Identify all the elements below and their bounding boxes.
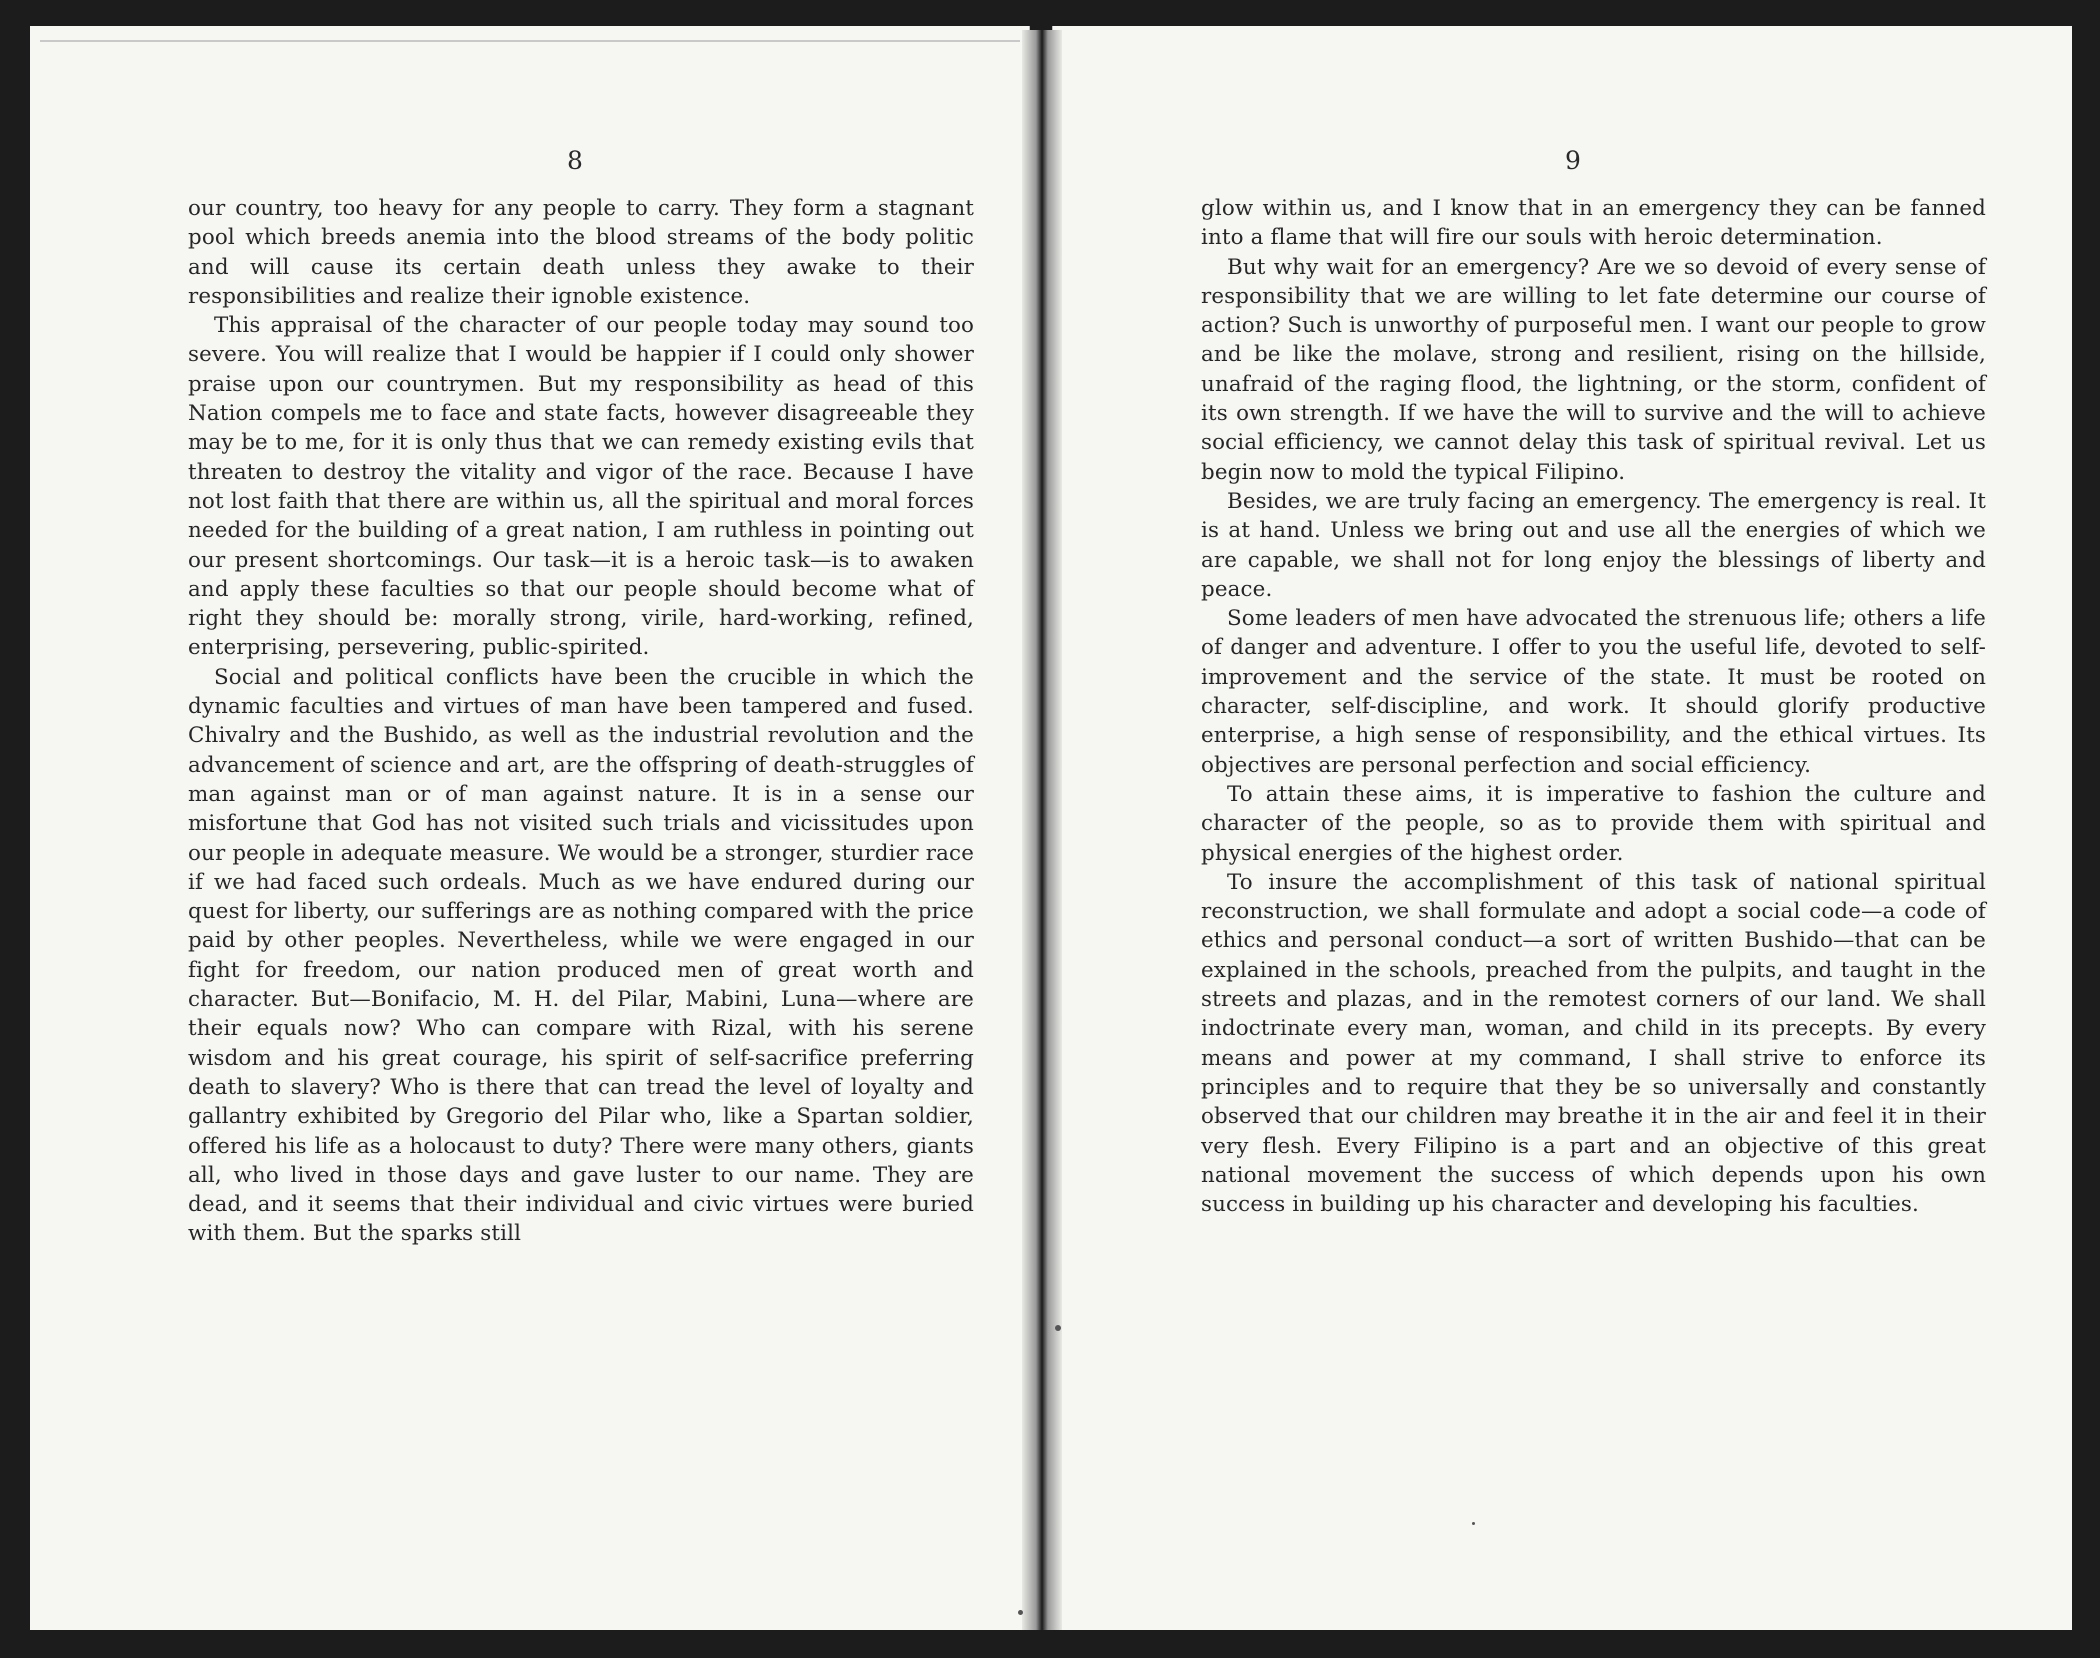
paragraph: our country, too heavy for any people to carry. They form a stagnant pool which breeds anemia into the blood streams of the body politic and will cause its certain death unless they awake to their responsibilities and realize their ignoble existence. xyxy=(188,196,974,309)
paragraph: Besides, we are truly facing an emergency. The emergency is real. It is at hand. Unless we bring out and use all the energies of which we are capable, we shall not for long enjoy the blessings of liberty and peace. xyxy=(1201,488,1986,602)
top-edge-line xyxy=(40,40,1020,42)
paragraph: But why wait for an emergency? Are we so devoid of every sense of responsibility that we are willing to let fate determine our course of action? Such is unworthy of purposeful men. I want our people to grow and be like the molave, strong and resilient, rising on the hillside, unafraid of the raging flood, the lightning, or the storm, confident of its own strength. If we have the will to survive and the will to achieve social efficiency, we cannot delay this task of spiritual revival. Let us begin now to mold the typical Filipino. xyxy=(1201,254,1986,485)
scan-speck xyxy=(1055,1325,1061,1331)
page-number-left: 8 xyxy=(567,146,583,175)
paragraph: Some leaders of men have advocated the strenuous life; others a life of danger and adventure. I offer to you the useful life, devoted to self-improvement and the service of the state. It must be rooted on character, self-discipline, and work. It should glorify productive enterprise, a high sense of responsibility, and the ethical virtues. Its objectives are personal perfection and social efficiency. xyxy=(1201,606,1986,778)
right-page xyxy=(1052,26,2072,1630)
left-page-text xyxy=(188,194,974,1249)
book-spine-gutter xyxy=(1022,30,1062,1630)
right-page-text xyxy=(1201,194,1986,1219)
paragraph: This appraisal of the character of our people today may sound too severe. You will realize that I would be happier if I could only shower praise upon our countrymen. But my responsibility as head of this Nation compels me to face and state facts, however disagreeable they may be to me, for it is only thus that we can remedy existing evils that threaten to destroy the vitality and vigor of the race. Because I have not lost faith that there are within us, all the spiritual and moral forces needed for the building of a great nation, I am ruthless in pointing out our present shortcomings. Our task—it is a heroic task—is to awaken and apply these faculties so that our people should become what of right they should be: morally strong, virile, hard-working, refined, enterprising, persevering, public-spirited. xyxy=(188,313,974,661)
paragraph: To insure the accomplishment of this task of national spiritual reconstruction, we shall formulate and adopt a social code—a code of ethics and personal conduct—a sort of written Bushido—that can be explained in the schools, preached from the pulpits, and taught in the streets and plazas, and in the remotest corners of our land. We shall indoctrinate every man, woman, and child in its precepts. By every means and power at my command, I shall strive to enforce its principles and to require that they be so universally and constantly observed that our children may breathe it in the air and feel it in their very flesh. Every Filipino is a part and an objective of this great national movement the success of which depends upon his own success in building up his character and developing his faculties. xyxy=(1201,869,1986,1218)
paragraph: Social and political conflicts have been the crucible in which the dynamic faculties and virtues of man have been tampered and fused. Chivalry and the Bushido, as well as the industrial revolution and the advancement of science and art, are the offspring of death-struggles of man against man or of man against nature. It is in a sense our misfortune that God has not visited such trials and vicissitudes upon our people in adequate measure. We would be a stronger, sturdier race if we had faced such ordeals. Much as we have endured during our quest for liberty, our sufferings are as nothing compared with the price paid by other peoples. Nevertheless, while we were engaged in our fight for freedom, our nation produced men of great worth and character. But—Bonifacio, M. H. del Pilar, Mabini, Luna—where are their equals now? Who can compare with Rizal, with his serene wisdom and his great courage, his spirit of self-sacrifice preferring death to slavery? Who is there that can tread the level of loyalty and gallantry exhibited by Gregorio del Pilar who, like a Spartan soldier, offered his life as a holocaust to duty? There were many others, giants all, who lived in those days and gave luster to our name. They are dead, and it seems that their individual and civic virtues were buried with them. But the sparks still xyxy=(188,664,974,1247)
scan-speck xyxy=(1472,1522,1475,1525)
page-number-right: 9 xyxy=(1565,146,1581,175)
paragraph: To attain these aims, it is imperative to fashion the culture and character of the people, so as to provide them with spiritual and physical energies of the highest order. xyxy=(1201,781,1986,866)
left-page xyxy=(30,26,1030,1630)
scan-speck xyxy=(1018,1610,1023,1615)
paragraph: glow within us, and I know that in an emergency they can be fanned into a flame that will fire our souls with heroic determination. xyxy=(1201,196,1986,251)
